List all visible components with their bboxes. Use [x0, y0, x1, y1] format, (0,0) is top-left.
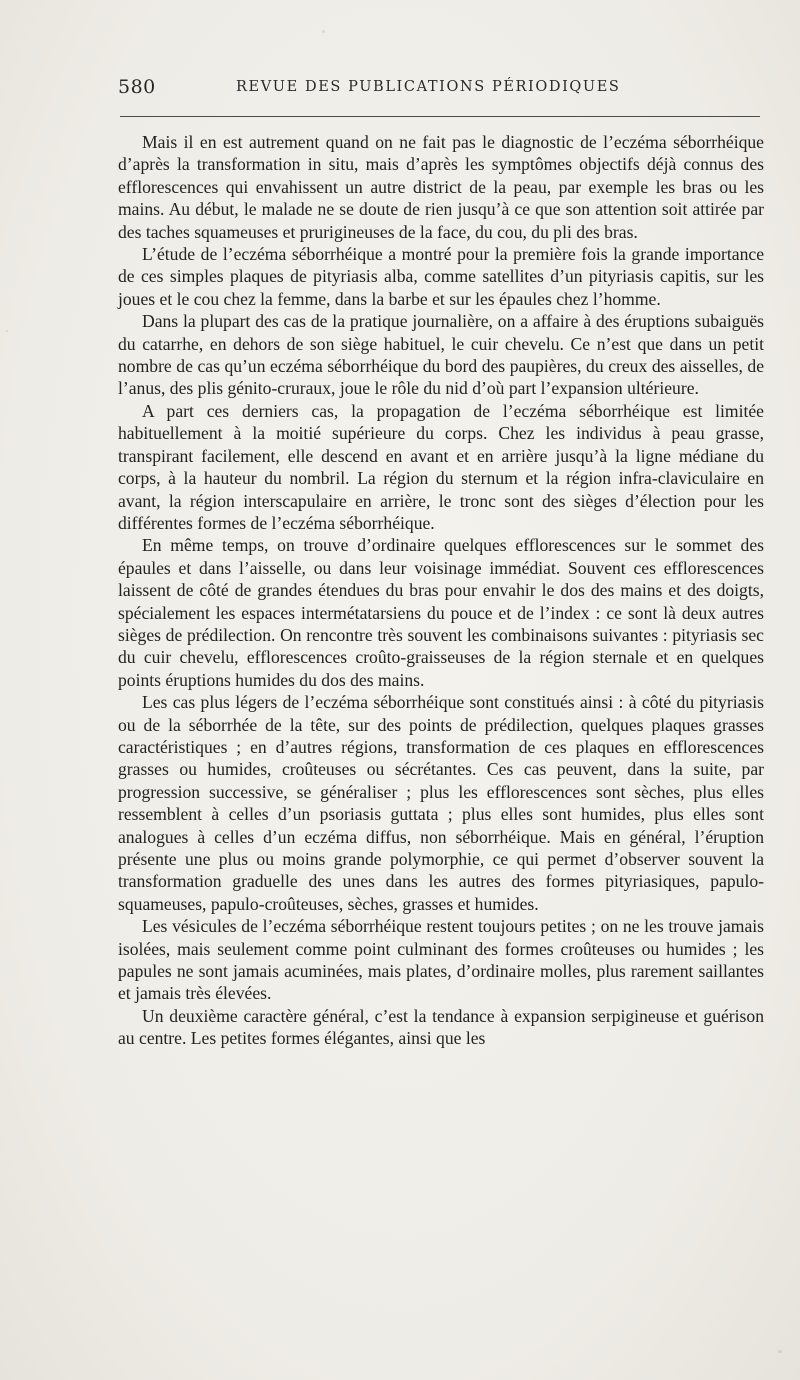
- paragraph: Les vésicules de l’eczéma séborrhéique restent toujours petites ; on ne les trouve jamais isolées, mais seulement comme point culminant des formes croûteuses ou humides ; les papules ne sont jamais acuminées, mais plates, d’ordinaire molles, plus rarement saillantes et jamais très élevées.: [118, 916, 764, 1004]
- paragraph: A part ces derniers cas, la propagation de l’eczéma séborrhéique est limitée habituellement à la moitié supérieure du corps. Chez les individus à peau grasse, transpirant facilement, elle descend en avant et en arrière jusqu’à la ligne médiane du corps, à la hauteur du nombril. La région du sternum et la région infra-claviculaire en avant, la région interscapulaire en arrière, le tronc sont des sièges d’élection pour les différentes formes de l’eczéma séborrhéique.: [118, 400, 764, 533]
- paragraph: Un deuxième caractère général, c’est la tendance à expansion serpigineuse et guérison au centre. Les petites formes élégantes, ainsi que les: [118, 1005, 764, 1049]
- paragraph: Dans la plupart des cas de la pratique journalière, on a affaire à des éruptions subaiguës du catarrhe, en dehors de son siège habituel, le cuir chevelu. Ce n’est que dans un petit nombre de cas qu’un eczéma séborrhéique du bord des paupières, du creux des aisselles, de l’anus, des plis génito-cruraux, joue le rôle du nid d’où part l’expansion ultérieure.: [118, 311, 764, 399]
- paper-stain: [6, 330, 8, 332]
- paragraph: En même temps, on trouve d’ordinaire quelques efflorescences sur le sommet des épaules et dans l’aisselle, ou dans leur voisinage immédiat. Souvent ces efflorescences laissent de côté de grandes étendues du bras pour envahir le dos des mains et des doigts, spécialement les espaces intermétatarsiens du pouce et de l’index : ce sont là deux autres sièges de prédilection. On rencontre très souvent les combinaisons suivantes : pityriasis sec du cuir chevelu, efflorescences croûto-graisseuses de la région sternale et en quelques points éruptions humides du dos des mains.: [118, 535, 764, 690]
- journal-title: REVUE DES PUBLICATIONS PÉRIODIQUES: [236, 79, 621, 95]
- page-number: 580: [118, 76, 156, 98]
- paragraph: Les cas plus légers de l’eczéma séborrhéique sont constitués ainsi : à côté du pityriasis ou de la séborrhée de la tête, sur des points de prédilection, quelques plaques grasses caractéristiques ; en d’autres régions, transformation de ces plaques en efflorescences grasses ou humides, croûteuses ou sécrétantes. Ces cas peuvent, dans la suite, par progression successive, se généraliser ; plus les efflorescences sont sèches, plus elles ressemblent à celles d’un psoriasis guttata ; plus elles sont humides, plus elles sont analogues à celles d’un eczéma diffus, non séborrhéique. Mais en général, l’éruption présente une plus ou moins grande polymorphie, ce qui permet d’observer souvent la transformation graduelle des unes dans les autres des formes pityriasiques, papulo-squameuses, papulo-croûteuses, sèches, grasses et humides.: [118, 692, 764, 914]
- header-rule: [120, 116, 760, 117]
- paragraph: L’étude de l’eczéma séborrhéique a montré pour la première fois la grande importance de ces simples plaques de pityriasis alba, comme satellites d’un pityriasis capitis, sur les joues et le cou chez la femme, dans la barbe et sur les épaules chez l’homme.: [118, 244, 764, 309]
- paragraph: Mais il en est autrement quand on ne fait pas le diagnostic de l’eczéma séborrhéique d’après la transformation in situ, mais d’après les symptômes objectifs déjà connus des efflorescences qui envahissent un autre district de la peau, par exemple les bras ou les mains. Au début, le malade ne se doute de rien jusqu’à ce que son attention soit attirée par des taches squameuses et prurigineuses de la face, du cou, du pli des bras.: [118, 132, 764, 242]
- paper-stain: [322, 30, 325, 33]
- running-head: [118, 76, 760, 102]
- article-body: [118, 131, 764, 1050]
- paper-stain: [778, 1350, 782, 1353]
